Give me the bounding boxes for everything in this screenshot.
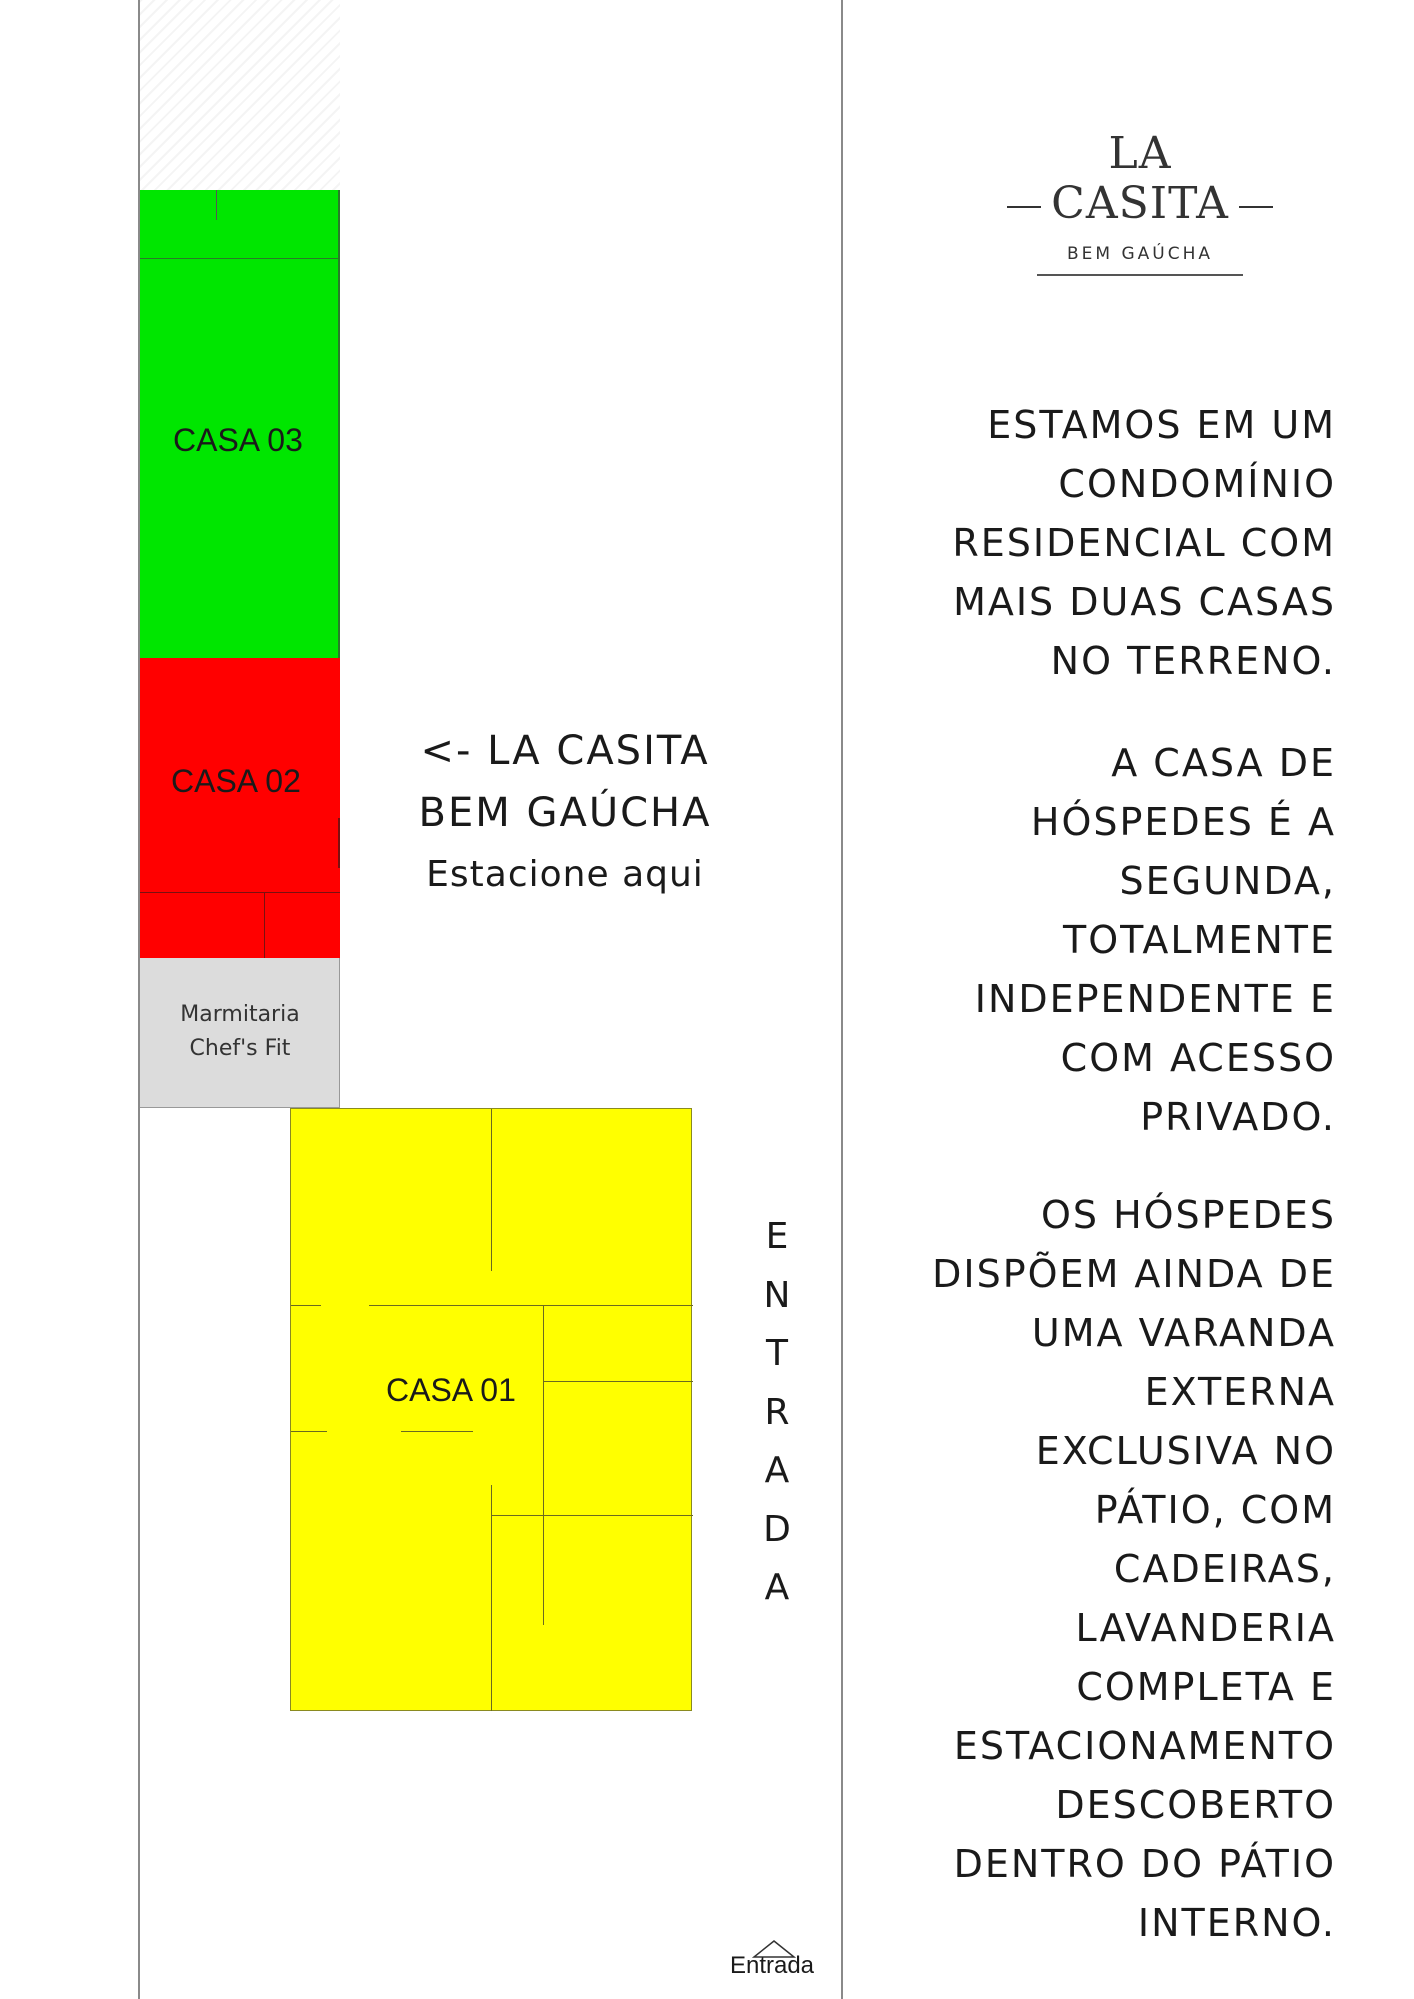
right-boundary-line [841, 0, 843, 1999]
info-paragraph-3: OS HÓSPEDES DISPÕEM AINDA DE UMA VARANDA EXTERNA EXCLUSIVA NO PÁTIO, COM CADEIRAS, LAVANDERIA COMPLETA E ESTACIONAMENTO DESCOBERTO DENTRO DO PÁTIO INTERNO. [932, 1193, 1336, 1945]
marmitaria-label [140, 998, 340, 1066]
guest-house-pointer [380, 720, 750, 906]
entrance-marker-label: Entrada [729, 1952, 815, 1979]
casa-02-label: CASA 02 [171, 763, 301, 799]
logo-dash-right [1239, 206, 1273, 208]
pointer-line-3: Estacione aqui [426, 854, 704, 895]
pointer-line-2: BEM GAÚCHA [418, 790, 712, 836]
casa-03-label: CASA 03 [173, 422, 303, 458]
info-paragraph-1: ESTAMOS EM UM CONDOMÍNIO RESIDENCIAL COM MAIS DUAS CASAS NO TERRENO. [952, 403, 1336, 683]
logo-dash-left [1007, 206, 1041, 208]
casa-01-block [290, 1108, 692, 1711]
marmitaria-line-1: Marmitaria [180, 1002, 300, 1027]
logo-subtitle: BEM GAÚCHA [1066, 244, 1213, 264]
pointer-line-1: <- LA CASITA [420, 728, 710, 774]
casa-01-label: CASA 01 [386, 1372, 516, 1408]
info-paragraph-2: A CASA DE HÓSPEDES É A SEGUNDA, TOTALMENTE INDEPENDENTE E COM ACESSO PRIVADO. [974, 741, 1336, 1139]
logo-line-1: LA [1108, 128, 1172, 179]
logo-line-2: CASITA [1051, 178, 1229, 229]
casa-02-block [140, 658, 340, 958]
marmitaria-line-2: Chef's Fit [189, 1036, 291, 1061]
entrada-vertical-label: E N T R A D A [763, 1216, 791, 1608]
la-casita-logo [990, 130, 1290, 276]
logo-line-2-row [990, 178, 1290, 230]
hatched-area [140, 0, 340, 190]
logo-underline [1037, 274, 1243, 276]
